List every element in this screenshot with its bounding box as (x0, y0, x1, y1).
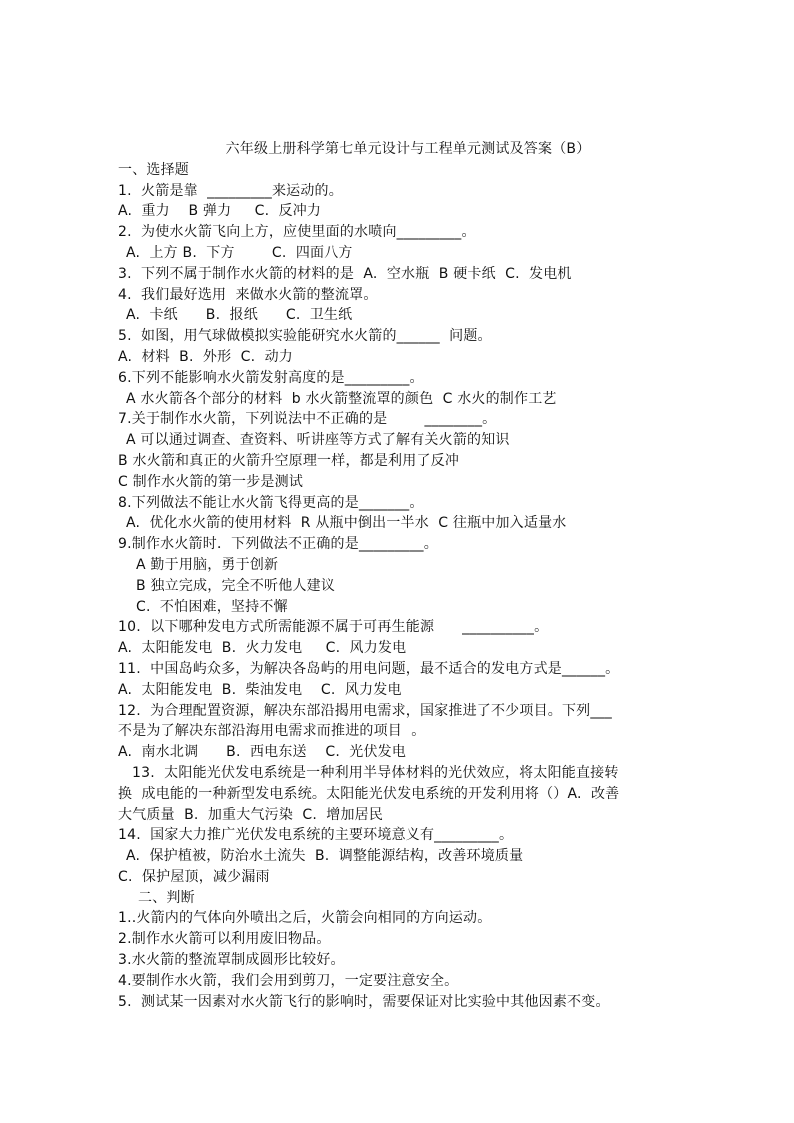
question-12-options: A. 南水北调 B. 西电东送 C. 光伏发电 (118, 744, 407, 761)
question-8-options: A. 优化水火箭的使用材料 R 从瓶中倒出一半水 C 往瓶中加入适量水 (126, 515, 567, 532)
question-11-options: A. 太阳能发电 B. 柴油发电 C. 风力发电 (118, 681, 402, 698)
document-title: 六年级上册科学第七单元设计与工程单元测试及答案（B） (225, 141, 591, 157)
question-13: 13. 太阳能光伏发电系统是一种利用半导体材料的光伏效应，将太阳能直接转 (132, 764, 619, 781)
question-13-options: 大气质量 B. 加重大气污染 C. 增加居民 (118, 806, 384, 823)
question-7-option-b: B 水火箭和真正的火箭升空原理一样，都是利用了反冲 (118, 452, 460, 469)
question-9: 9.制作水火箭时．下列做法不正确的是_________。 (118, 536, 438, 553)
judgement-5: 5. 测试某一因素对水火箭飞行的影响时，需要保证对比实验中其他因素不变。 (118, 993, 610, 1010)
question-7: 7.关于制作水火箭，下列说法中不正确的是 ________。 (118, 411, 497, 428)
question-1-options: A. 重力 B 弹力 C. 反冲力 (118, 203, 322, 220)
question-9-option-b: B 独立完成，完全不听他人建议 (136, 577, 336, 594)
question-5: 5. 如图，用气球做模拟实验能研究水火箭的______ 问题。 (118, 328, 492, 345)
judgement-2: 2.制作水火箭可以利用废旧物品。 (118, 931, 331, 948)
question-11: 11. 中国岛屿众多，为解决各岛屿的用电问题，最不适合的发电方式是______。 (118, 660, 620, 677)
question-6: 6.下列不能影响水火箭发射高度的是_________。 (118, 369, 424, 386)
question-5-options: A. 材料 B. 外形 C. 动力 (118, 348, 293, 365)
judgement-4: 4.要制作水火箭，我们会用到剪刀，一定要注意安全。 (118, 972, 459, 989)
judgement-1: 1..火箭内的气体向外喷出之后，火箭会向相同的方向运动。 (118, 910, 492, 927)
document-page (118, 139, 688, 1012)
question-4: 4. 我们最好选用 来做水火箭的整流罩。 (118, 286, 378, 303)
question-3: 3. 下列不属于制作水火箭的材料的是 A. 空水瓶 B 硬卡纸 C. 发电机 (118, 265, 572, 282)
question-14: 14. 国家大力推广光伏发电系统的主要环境意义有_________。 (118, 827, 514, 844)
question-6-options: A 水火箭各个部分的材料 b 水火箭整流罩的颜色 C 水火的制作工艺 (126, 390, 557, 407)
question-10-options: A. 太阳能发电 B. 火力发电 C. 风力发电 (118, 640, 407, 657)
question-7-option-a: A 可以通过调查、查资料、听讲座等方式了解有关火箭的知识 (126, 432, 510, 449)
question-8: 8.下列做法不能让水火箭飞得更高的是_______。 (118, 494, 424, 511)
question-2-options: A. 上方 B. 下方 C. 四面八方 (126, 244, 353, 261)
section-heading-judgement: 二、判断 (138, 889, 195, 906)
question-14-options: A. 保护植被，防治水土流失 B. 调整能源结构，改善环境质量 (126, 848, 524, 865)
question-2: 2. 为使水火箭飞向上方，应使里面的水喷向_________。 (118, 224, 476, 241)
question-14-option-c: C. 保护屋顶，减少漏雨 (118, 868, 270, 885)
question-10: 10. 以下哪种发电方式所需能源不属于可再生能源 __________。 (118, 619, 549, 636)
question-9-option-c: C. 不怕困难，坚持不懈 (136, 598, 288, 615)
judgement-3: 3.水火箭的整流罩制成圆形比较好。 (118, 952, 345, 969)
question-9-option-a: A 勤于用脑，勇于创新 (136, 556, 279, 573)
question-7-option-c: C 制作水火箭的第一步是测试 (118, 473, 304, 490)
section-heading-choice: 一、选择题 (118, 161, 189, 178)
question-4-options: A. 卡纸 B. 报纸 C. 卫生纸 (126, 307, 353, 324)
question-12-continued: 不是为了解决东部沿海用电需求而推进的项目 。 (118, 723, 426, 740)
question-12: 12. 为合理配置资源，解决东部沿揭用电需求，国家推进了不少项目。下列___ (118, 702, 612, 719)
question-1: 1. 火箭是靠 _________来运动的。 (118, 182, 343, 199)
question-13-continued: 换 成电能的一种新型发电系统。太阳能光伏发电系统的开发利用将（）A. 改善 (118, 785, 620, 802)
